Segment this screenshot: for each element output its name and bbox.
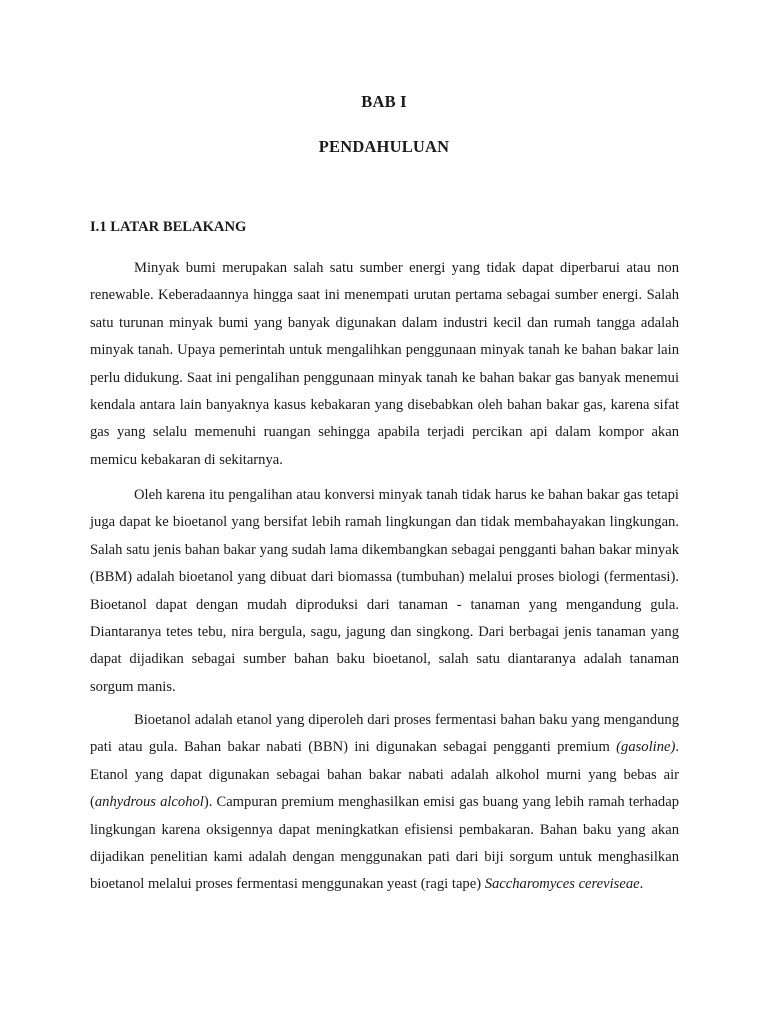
chapter-number: BAB I <box>361 92 407 111</box>
chapter-title: PENDAHULUAN <box>318 137 450 156</box>
paragraph-3-italic-anhydrous-alcohol: anhydrous alcohol <box>94 794 204 811</box>
paragraph-3-text-3: ). Campuran premium menghasilkan emisi gas buang yang lebih ramah terhadap lingkungan karena oksigennya dapat meningkatkan efisiensi pembakaran. Bahan baku yang akan dijadikan penelitian kami adalah dengan menggunakan pati dari biji sorgum untuk menghasilkan bioetanol melalui proses fermentasi menggunakan yeast (ragi tape) <box>90 794 680 893</box>
paragraph-3-text-1: Bioetanol adalah etanol yang diperoleh dari proses fermentasi bahan baku yang mengandung pati atau gula. Bahan bakar nabati (BBN) ini digunakan sebagai pengganti premium <box>90 712 679 756</box>
paragraph-1: Minyak bumi merupakan salah satu sumber energi yang tidak dapat diperbarui atau non renewable. Keberadaannya hingga saat ini menempati urutan pertama sebagai sumber energi. Salah satu turunan minyak bumi yang banyak digunakan dalam industri kecil dan rumah tangga adalah minyak tanah. Upaya pemerintah untuk mengalihkan penggunaan minyak tanah ke bahan bakar lain perlu didukung. Saat ini pengalihan penggunaan minyak tanah ke bahan bakar gas banyak menemui kendala antara lain banyaknya kasus kebakaran yang disebabkan oleh bahan bakar gas, karena sifat gas yang selalu memenuhi ruangan sehingga apabila terjadi percikan api dalam kompor akan memicu kebakaran di sekitarnya. <box>90 260 679 468</box>
section-heading: I.1 LATAR BELAKANG <box>90 219 247 235</box>
paragraph-3-text-2: . Etanol yang dapat digunakan sebagai bahan bakar nabati adalah alkohol murni yang bebas air ( <box>90 739 679 811</box>
paragraph-3-text-4: . <box>639 876 644 893</box>
paragraph-3 <box>90 707 679 899</box>
paragraph-2: Oleh karena itu pengalihan atau konversi minyak tanah tidak harus ke bahan bakar gas tetapi juga dapat ke bioetanol yang bersifat lebih ramah lingkungan dan tidak membahayakan lingkungan. Salah satu jenis bahan bakar yang sudah lama dikembangkan sebagai pengganti bahan bakar minyak (BBM) adalah bioetanol yang dibuat dari biomassa (tumbuhan) melalui proses biologi (fermentasi). Bioetanol dapat dengan mudah diproduksi dari tanaman - tanaman yang mengandung gula. Diantaranya tetes tebu, nira bergula, sagu, jagung dan singkong. Dari berbagai jenis tanaman yang dapat dijadikan sebagai sumber bahan baku bioetanol, salah satu diantaranya adalah tanaman sorgum manis. <box>90 487 679 695</box>
paragraph-3-italic-gasoline: (gasoline) <box>616 739 676 756</box>
paragraph-3-italic-species-name: Saccharomyces cereviseae <box>484 876 640 893</box>
